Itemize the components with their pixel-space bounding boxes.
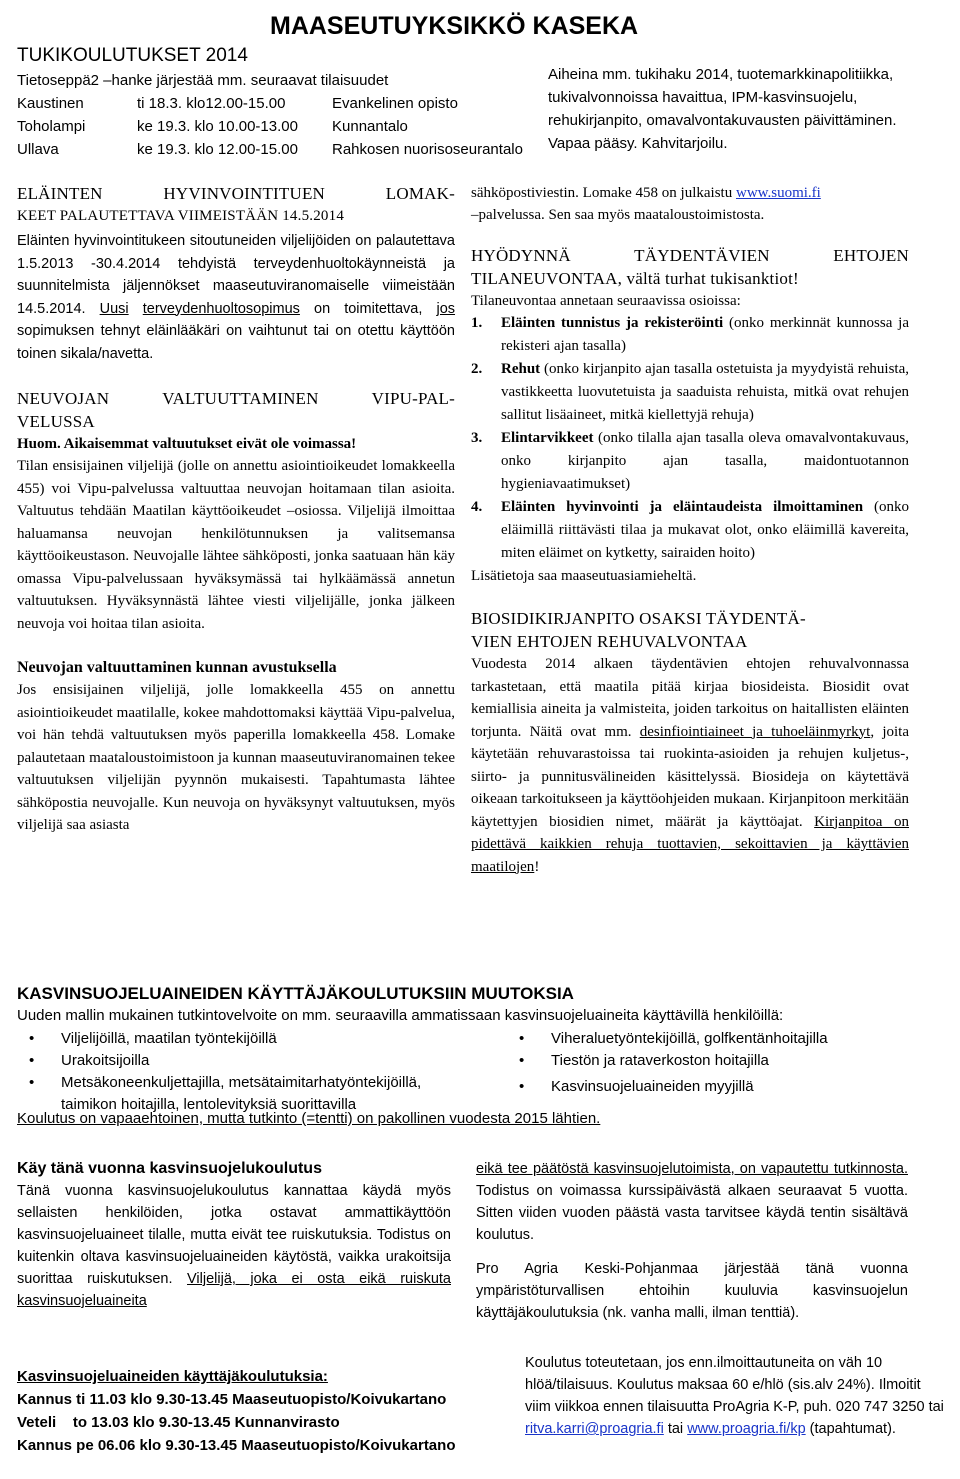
courses-intro: Tietoseppä2 –hanke järjestää mm. seuraavat tilaisuudet — [17, 72, 389, 89]
event-place: Toholampi — [17, 118, 86, 135]
list-item: 3. Elintarvikkeet (onko tilalla ajan tasalla oleva omavalvontakuvaus, onko kirjanpito ajan tasalla, maidontuotannon hygieniavaatimukset) — [471, 430, 909, 492]
adviser-sub-heading: Neuvojan valtuuttaminen kunnan avustuksella — [17, 659, 337, 676]
schedule-row: Veteli to 13.03 klo 9.30-13.45 Kunnanvirasto — [17, 1414, 340, 1431]
topics-box — [548, 63, 897, 155]
training-left — [17, 1158, 451, 1312]
welfare-heading-2: KEET PALAUTETTAVA VIIMEISTÄÄN 14.5.2014 — [17, 208, 345, 224]
training-body: Tänä vuonna kasvinsuojelukoulutus kannattaa käydä myös sellaisten henkilöiden, jotka ostavat ammattikäyttöön kasvinsuojeluaineet tilalle, mutta eivät tee ruiskutuksia. Todistus on kuitenkin oltava kasvinsuojeluaineiden käytöstä, vaikka urakoitsija suorittaa ruiskutuksen. Viljelijä, joka ei osta eikä ruiskuta kasvinsuojeluaineita — [17, 1183, 451, 1309]
schedule-info: Koulutus toteutetaan, jos enn.ilmoittautuneita on väh 10 hlöä/tilaisuus. Koulutus maksaa 60 e/hlö (sis.alv 24%). Ilmoitit viim viikkoa ennen tilaisuutta ProAgria K-P, puh. 020 747 3250 tai ritva.karri@proagria.fi tai www.proagria.fi/kp (tapahtumat). — [525, 1355, 944, 1437]
training-right — [476, 1158, 908, 1324]
schedule-heading: Kasvinsuojeluaineiden käyttäjäkoulutuksia: — [17, 1368, 328, 1385]
pesticide-intro: Uuden mallin mukainen tutkintovelvoite on mm. seuraavilla ammatissaan kasvinsuojeluaineita käyttävillä henkilöillä: — [17, 1007, 784, 1024]
list-item: • Tiestön ja rataverkoston hoitajilla — [507, 1050, 917, 1072]
advice-heading: HYÖDYNNÄ TÄYDENTÄVIEN EHTOJEN — [471, 246, 909, 265]
advice-list — [471, 312, 909, 565]
list-item: • Kasvinsuojeluaineiden myyjillä — [507, 1076, 917, 1098]
schedule — [17, 1366, 527, 1457]
training-right-body: eikä tee päätöstä kasvinsuojelutoimista, on vapautettu tutkinnosta. Todistus on voimassa kurssipäivästä alkaen seuraavat 5 vuotta. Sitten viiden vuoden päästä vasta tarvitsee käydä tentin sisältävä koulutus. — [476, 1161, 908, 1243]
list-item: • Metsäkoneenkuljettajilla, metsätaimitarhatyöntekijöillä, taimikon hoitajilla, lentolevityksiä suorittavilla — [17, 1072, 477, 1116]
topics-line: Vapaa pääsy. Kahvitarjoilu. — [548, 135, 728, 152]
advice-intro: Tilaneuvontaa annetaan seuraavissa osioissa: — [471, 293, 741, 309]
advice-more-info: Lisätietoja saa maaseutuasiamieheltä. — [471, 568, 697, 584]
schedule-row: Kannus ti 11.03 klo 9.30-13.45 Maaseutuopisto/Koivukartano — [17, 1391, 447, 1408]
adviser-sub-body: Jos ensisijainen viljelijä, jolle lomakkeella 455 on annettu asiointioikeudet maatilalle, kokee mahdottomaksi käyttää Vipu-palvelua, voi hän tehdä valtuutuksen myös paperilla lomakkeella 458. Lomake palautetaan maataloustoimistoon ja kunnan maaseutuviranomainen tekee valtuutuksen viljelijän pyynnön mukaisesti. Tapahtumasta lähtee sähköpostia neuvojalle. Kun neuvoja on hyväksynyt valtuutuksen, myös viljelijä saa asiasta — [17, 682, 455, 833]
biocide-heading-2: VIEN EHTOJEN REHUVALVONTAA — [471, 632, 748, 651]
adviser-heading-2: VELUSSA — [17, 412, 95, 431]
topics-line: Aiheina mm. tukihaku 2014, tuotemarkkinapolitiikka, — [548, 66, 894, 83]
adviser-note: Huom. Aikaisemmat valtuutukset eivät ole voimassa! — [17, 436, 357, 452]
adviser-body: Tilan ensisijainen viljelijä (jolle on annettu asiointioikeudet lomakkeella 455) voi Vipu-palvelussa valtuuttaa neuvojan hoitamaan tilan asioita. Valtuutus tehdään Maatilan käyttöoikeudet –osiossa. Viljelijä ilmoittaa haluamansa neuvojan henkilötunnuksen ja valitsemansa käyttöoikeustason. Neuvojalle lähtee sähköposti, jonka saatuaan hän käy omassa Vipu-palvelussaan hyväksymässä tai hylkäämässä annetun valtuutuksen. Hyväksynnästä lähtee viesti viljelijälle, jonka jälkeen neuvoja voi hoitaa tilan asioita. — [17, 458, 455, 632]
topics-line: tukivalvonnoissa havaittua, IPM-kasvinsuojelu, — [548, 89, 858, 106]
biocide-body: Vuodesta 2014 alkaen täydentävien ehtojen rehuvalvonnassa tarkastetaan, että maatila pitää kirjaa biosideista. Biosidit ovat kemiallisia aineita ja valmisteita, joiden tarkoitus on haitallisten eläinten torjunta. Näitä ovat mm. desinfiointiaineet ja tuhoeläinmyrkyt, joita käytetään rehuvarastoissa tai ruokinta-asioiden ja rehujen kuljetus-, siirto- ja punnitusvälineiden käsittelyssä. Biosideja on käytettävä oikeaan tarkoitukseen ja käyttöohjeiden mukaan. Kirjanpitoon merkitään käytettyjen biosidien nimet, määrät ja käyttöajat. Kirjanpitoa on pidettävä kaikkien rehuja tuottavien, sekoittavien ja käyttävien maatilojen! — [471, 656, 909, 875]
event-time: ti 18.3. klo12.00-15.00 — [137, 95, 286, 112]
event-venue: Kunnantalo — [332, 118, 408, 135]
advice-heading-2: TILANEUVONTAA, vältä turhat tukisanktiot! — [471, 269, 799, 288]
list-item: 2. Rehut (onko kirjanpito ajan tasalla ostetuista ja myydyistä rehuista, vastikkeetta luovutetuista ja saaduista rehuista, mitkä ovat rehujen sallitut lisäaineet, mitkä kiellettyjä rehuja) — [471, 361, 909, 423]
list-item: 1. Eläinten tunnistus ja rekisteröinti (onko merkinnät kunnossa ja rekisteri ajan tasalla) — [471, 315, 910, 354]
event-place: Kaustinen — [17, 95, 84, 112]
event-venue: Rahkosen nuorisoseurantalo — [332, 141, 523, 158]
pesticide-bullets-right — [507, 1028, 917, 1098]
event-place: Ullava — [17, 141, 59, 158]
training-heading: Käy tänä vuonna kasvinsuojelukoulutus — [17, 1160, 322, 1177]
list-item: • Viheraluetyöntekijöillä, golfkentänhoitajilla — [507, 1028, 917, 1050]
left-column — [17, 182, 455, 837]
schedule-row: Kannus pe 06.06 klo 9.30-13.45 Maaseutuopisto/Koivukartano — [17, 1437, 456, 1454]
unit-title: MAASEUTUYKSIKKÖ KASEKA — [270, 12, 639, 40]
pesticide-note: Koulutus on vapaaehtoinen, mutta tutkinto (=tentti) on pakollinen vuodesta 2015 lähtien. — [17, 1110, 601, 1127]
welfare-body: Eläinten hyvinvointitukeen sitoutuneiden viljelijöiden on palautettava 1.5.2013 -30.4.2014 tehdyistä terveydenhuoltokäynneistä ja suunnitelmista jäljennökset maaseutuviranomaiselle viimeistään 14.5.2014. Uusi terveydenhuoltosopimus on toimitettava, jos sopimuksen tehnyt eläinlääkäri on vaihtunut tai on otettu käyttöön toinen sikala/navetta. — [17, 233, 456, 362]
suomi-fi-link[interactable]: www.suomi.fi — [735, 185, 821, 201]
event-time: ke 19.3. klo 12.00-15.00 — [137, 141, 298, 158]
biocide-heading: BIOSIDIKIRJANPITO OSAKSI TÄYDENTÄ- — [471, 609, 806, 628]
pesticide-bullets — [17, 1026, 917, 1113]
training-right-para2: Pro Agria Keski-Pohjanmaa järjestää tänä vuonna ympäristöturvallisen ehtoihin kuuluvia kasvinsuojelun käyttäjäkoulutuksia (nk. vanha malli, ilman tenttiä). — [476, 1261, 908, 1321]
form-continuation: sähköpostiviestin. Lomake 458 on julkaistu www.suomi.fi –palvelussa. Sen saa myös maataloustoimistosta. — [471, 185, 821, 223]
list-item: • Urakoitsijoilla — [17, 1050, 477, 1072]
proagria-link[interactable]: www.proagria.fi/kp — [687, 1421, 806, 1437]
event-venue: Evankelinen opisto — [332, 95, 458, 112]
adviser-heading: NEUVOJAN VALTUUTTAMINEN VIPU-PAL- — [17, 389, 455, 408]
list-item: • Viljelijöillä, maatilan työntekijöillä — [17, 1028, 477, 1050]
pesticide-bullets-left — [17, 1028, 477, 1116]
email-link[interactable]: ritva.karri@proagria.fi — [525, 1421, 664, 1437]
right-column — [471, 182, 909, 878]
list-item: 4. Eläinten hyvinvointi ja eläintaudeista ilmoittaminen (onko eläimillä riittävästi tilaa ja mukavat olot, onko eläimillä kavereita, miten eläimet on kytketty, sairaiden hoito) — [471, 499, 909, 561]
topics-line: rehukirjanpito, omavalvontakuvausten päivittäminen. — [548, 112, 897, 129]
courses-title: TUKIKOULUTUKSET 2014 — [17, 45, 248, 66]
pesticide-section — [17, 982, 917, 1130]
event-time: ke 19.3. klo 10.00-13.00 — [137, 118, 298, 135]
pesticide-heading: KASVINSUOJELUAINEIDEN KÄYTTÄJÄKOULUTUKSIIN MUUTOKSIA — [17, 984, 574, 1003]
welfare-heading: ELÄINTEN HYVINVOINTITUEN LOMAK- — [17, 184, 455, 203]
